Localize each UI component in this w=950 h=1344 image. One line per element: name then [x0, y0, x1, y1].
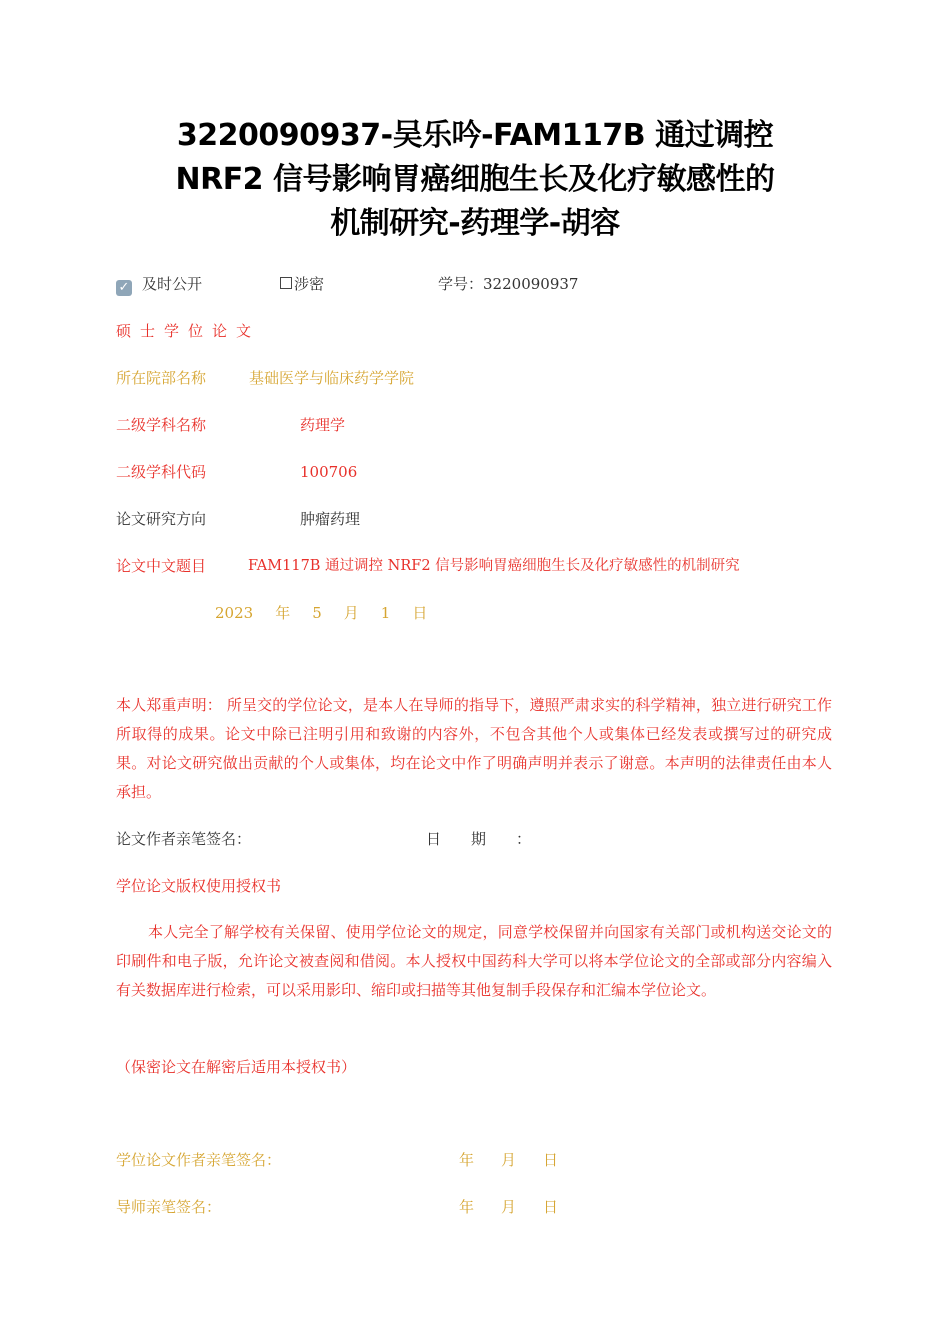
checked-checkbox-icon: ✓ [116, 280, 132, 296]
date-month-unit: 月 [343, 604, 359, 622]
cn-title-value: FAM117B 通过调控 NRF2 信号影响胃癌细胞生长及化疗敏感性的机制研究 [248, 558, 740, 574]
subject-code-label: 二级学科代码 [116, 463, 207, 481]
unchecked-checkbox-icon [280, 277, 292, 289]
direction-value: 肿瘤药理 [300, 510, 361, 528]
student-number-label: 学号： [438, 275, 484, 293]
authorization-title: 学位论文版权使用授权书 [116, 877, 282, 895]
school-label: 所在院部名称 [116, 369, 207, 387]
secret-option [280, 274, 324, 294]
public-option-label: 及时公开 [142, 275, 203, 293]
title-line-2: NRF2 信号影响胃癌细胞生长及化疗敏感性的 [175, 162, 775, 197]
advisor-sign-month: 月 [501, 1198, 517, 1216]
thesis-author-sign-day: 日 [543, 1151, 559, 1169]
date-year-unit: 年 [275, 604, 291, 622]
author-sign-date-label: 日 期 ： [426, 830, 532, 848]
date-year: 2023 [215, 604, 254, 622]
public-option [116, 274, 202, 296]
advisor-sign-year: 年 [459, 1198, 475, 1216]
thesis-author-sign-year: 年 [459, 1151, 475, 1169]
advisor-sign-label: 导师亲笔签名： [116, 1198, 222, 1216]
date-day: 1 [380, 604, 391, 622]
authorization-paragraph: 本人完全了解学校有关保留、使用学位论文的规定，同意学校保留并向国家有关部门或机构送交论文的印刷件和电子版，允许论文被查阅和借阅。本人授权中国药科大学可以将本学位论文的全部或部分内容编入有关数据库进行检索，可以采用影印、缩印或扫描等其他复制手段保存和汇编本学位论文。 [116, 923, 832, 999]
title-line-3: 机制研究-药理学-胡容 [330, 206, 620, 241]
school-value: 基础医学与临床药学学院 [249, 369, 415, 387]
advisor-sign-day: 日 [543, 1198, 559, 1216]
student-number [438, 274, 578, 294]
secret-note: （保密论文在解密后适用本授权书） [116, 1058, 357, 1076]
subject-name-value: 药理学 [300, 416, 346, 434]
declaration-paragraph: 本人郑重声明： 所呈交的学位论文，是本人在导师的指导下，遵照严肃求实的科学精神，独立进行研究工作所取得的成果。论文中除已注明引用和致谢的内容外，不包含其他个人或集体已经发表或撰写过的研究成果。对论文研究做出贡献的个人或集体，均在论文中作了明确声明并表示了谢意。本声明的法律责任由本人承担。 [116, 696, 832, 801]
degree-type: 硕士学位论文 [116, 322, 261, 340]
date-day-unit: 日 [412, 604, 428, 622]
thesis-author-sign-label: 学位论文作者亲笔签名： [116, 1151, 282, 1169]
direction-label: 论文研究方向 [116, 510, 207, 528]
thesis-author-sign-month: 月 [501, 1151, 517, 1169]
date-month: 5 [312, 604, 322, 622]
student-number-value: 3220090937 [483, 275, 579, 293]
cn-title-label: 论文中文题目 [116, 557, 207, 575]
author-sign-label: 论文作者亲笔签名： [116, 830, 252, 848]
secret-option-label: 涉密 [294, 275, 325, 293]
document-title [100, 114, 850, 246]
title-line-1: 3220090937-吴乐吟-FAM117B 通过调控 [176, 118, 774, 153]
submission-date [215, 603, 449, 623]
subject-code-value: 100706 [300, 463, 358, 481]
subject-name-label: 二级学科名称 [116, 416, 207, 434]
